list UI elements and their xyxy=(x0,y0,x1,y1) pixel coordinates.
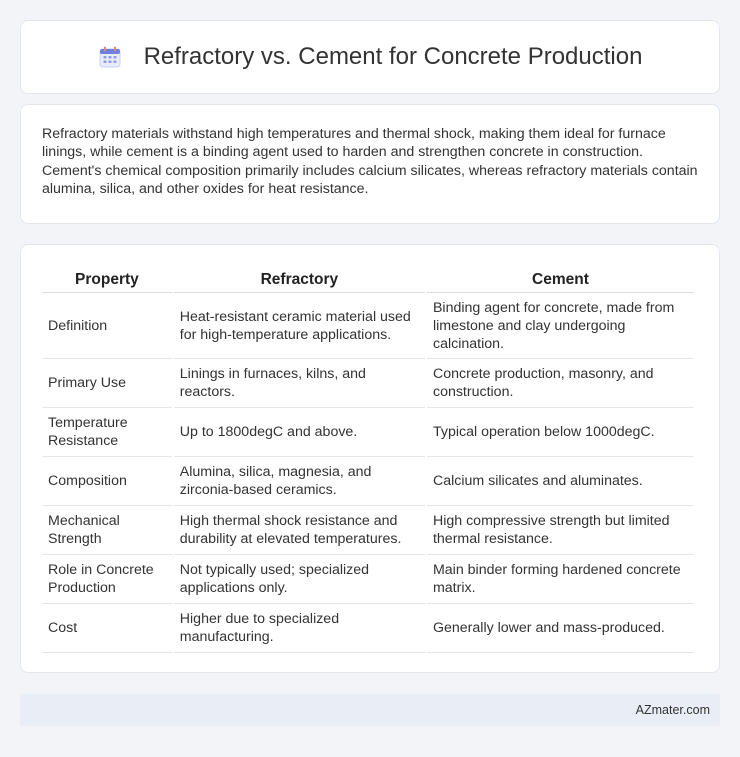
property-cell: Cost xyxy=(42,604,172,653)
cement-cell: Main binder forming hardened concrete matrix. xyxy=(427,555,694,604)
header-card xyxy=(20,20,720,94)
header-property: Property xyxy=(42,265,172,293)
header-cement: Cement xyxy=(427,265,694,293)
summary-text: Refractory materials withstand high temperatures and thermal shock, making them ideal for furnace linings, while cement is a binding agent used to harden and strengthen concrete in construction. Cement's chemical composition primarily includes calcium silicates, whereas refractory materials contain alumina, silica, and other oxides for heat resistance. xyxy=(42,126,698,198)
refractory-cell: Higher due to specialized manufacturing. xyxy=(174,604,425,653)
refractory-cell: Linings in furnaces, kilns, and reactors. xyxy=(174,359,425,408)
calendar-icon xyxy=(98,45,122,69)
table-card xyxy=(20,244,720,673)
refractory-cell: Alumina, silica, magnesia, and zirconia-based ceramics. xyxy=(174,457,425,506)
property-cell: Mechanical Strength xyxy=(42,506,172,555)
refractory-cell: Not typically used; specialized applications only. xyxy=(174,555,425,604)
cement-cell: Calcium silicates and aluminates. xyxy=(427,457,694,506)
cement-cell: Generally lower and mass-produced. xyxy=(427,604,694,653)
property-cell: Definition xyxy=(42,293,172,359)
property-cell: Role in Concrete Production xyxy=(42,555,172,604)
table-row xyxy=(42,555,694,604)
cement-cell: High compressive strength but limited thermal resistance. xyxy=(427,506,694,555)
table-row xyxy=(42,359,694,408)
page-title: Refractory vs. Cement for Concrete Production xyxy=(143,43,643,70)
table-row xyxy=(42,604,694,653)
comparison-table xyxy=(40,265,696,653)
table-row xyxy=(42,293,694,359)
summary-card xyxy=(20,104,720,224)
footer-bar xyxy=(20,694,720,726)
cement-cell: Typical operation below 1000degC. xyxy=(427,408,694,457)
property-cell: Primary Use xyxy=(42,359,172,408)
property-cell: Composition xyxy=(42,457,172,506)
table-row xyxy=(42,408,694,457)
refractory-cell: Heat-resistant ceramic material used for high-temperature applications. xyxy=(174,293,425,359)
header-refractory: Refractory xyxy=(174,265,425,293)
property-cell: Temperature Resistance xyxy=(42,408,172,457)
refractory-cell: High thermal shock resistance and durability at elevated temperatures. xyxy=(174,506,425,555)
table-row xyxy=(42,506,694,555)
title-wrap xyxy=(98,43,643,71)
cement-cell: Binding agent for concrete, made from limestone and clay undergoing calcination. xyxy=(427,293,694,359)
table-header-row xyxy=(42,265,694,293)
table-row xyxy=(42,457,694,506)
cement-cell: Concrete production, masonry, and construction. xyxy=(427,359,694,408)
refractory-cell: Up to 1800degC and above. xyxy=(174,408,425,457)
footer-site-name: AZmater.com xyxy=(635,703,710,717)
